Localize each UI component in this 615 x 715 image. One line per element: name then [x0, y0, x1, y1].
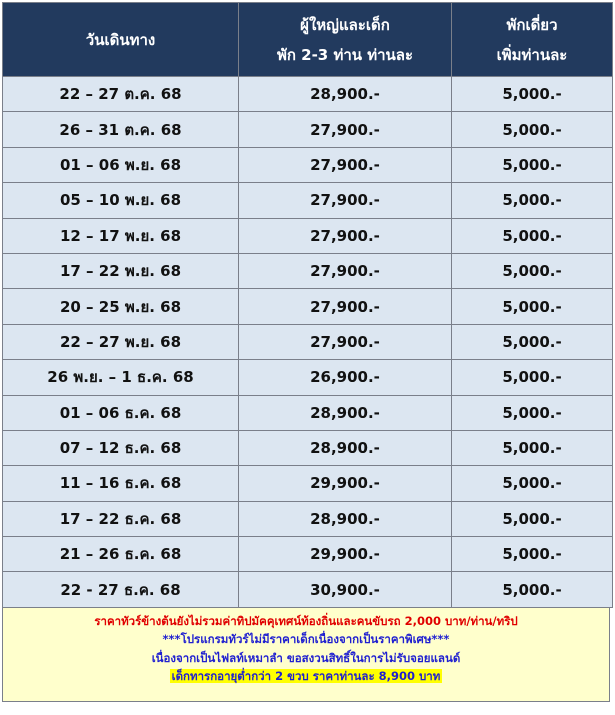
travel-date-cell: 01 – 06 พ.ย. 68 [3, 147, 239, 182]
single-supplement-cell: 5,000.- [452, 395, 613, 430]
adult-child-price-cell: 27,900.- [239, 289, 452, 324]
table-row [3, 537, 613, 572]
single-supplement-cell: 5,000.- [452, 147, 613, 182]
adult-child-price-cell: 28,900.- [239, 77, 452, 112]
adult-child-price-cell: 26,900.- [239, 360, 452, 395]
single-supplement-cell: 5,000.- [452, 430, 613, 465]
adult-child-price-cell: 27,900.- [239, 253, 452, 288]
single-supplement-cell: 5,000.- [452, 289, 613, 324]
single-supplement-cell: 5,000.- [452, 218, 613, 253]
adult-child-price-cell: 28,900.- [239, 501, 452, 536]
single-supplement-cell: 5,000.- [452, 324, 613, 359]
price-table-container [2, 2, 612, 702]
travel-date-cell: 21 – 26 ธ.ค. 68 [3, 537, 239, 572]
adult-child-price-cell: 29,900.- [239, 537, 452, 572]
single-supplement-cell: 5,000.- [452, 572, 613, 607]
single-supplement-cell: 5,000.- [452, 466, 613, 501]
table-row [3, 430, 613, 465]
adult-child-price-cell: 27,900.- [239, 324, 452, 359]
adult-child-price-cell: 27,900.- [239, 112, 452, 147]
travel-date-cell: 17 – 22 พ.ย. 68 [3, 253, 239, 288]
header-travel-date-label: วันเดินทาง [85, 30, 156, 49]
note-no-child-price: ***โปรแกรมทัวร์ไม่มีราคาเด็กเนื่องจากเป็นราคาพิเศษ*** [162, 632, 450, 647]
header-single-line2: เพิ่มท่านละ [496, 45, 568, 64]
travel-date-cell: 11 – 16 ธ.ค. 68 [3, 466, 239, 501]
single-supplement-cell: 5,000.- [452, 253, 613, 288]
table-row [3, 466, 613, 501]
table-header-row [3, 3, 613, 77]
note-tip-excluded: ราคาทัวร์ข้างต้นยังไม่รวมค่าทิปมัคคุเทศน์ท้องถิ่นและคนขับรถ 2,000 บาท/ท่าน/ทริป [94, 613, 518, 628]
header-single-line1: พักเดี่ยว [506, 15, 558, 34]
header-travel-date [3, 3, 239, 77]
table-row [3, 360, 613, 395]
table-row [3, 395, 613, 430]
adult-child-price-cell: 28,900.- [239, 395, 452, 430]
header-adult-child-line2: พัก 2-3 ท่าน ท่านละ [276, 45, 414, 64]
adult-child-price-cell: 27,900.- [239, 183, 452, 218]
header-adult-child-line1: ผู้ใหญ่และเด็ก [300, 15, 390, 34]
table-row [3, 218, 613, 253]
table-row [3, 147, 613, 182]
table-row [3, 253, 613, 288]
travel-date-cell: 20 – 25 พ.ย. 68 [3, 289, 239, 324]
single-supplement-cell: 5,000.- [452, 501, 613, 536]
header-adult-child-price [239, 3, 452, 77]
table-row [3, 324, 613, 359]
single-supplement-cell: 5,000.- [452, 537, 613, 572]
table-row [3, 501, 613, 536]
travel-date-cell: 22 – 27 พ.ย. 68 [3, 324, 239, 359]
travel-date-cell: 12 – 17 พ.ย. 68 [3, 218, 239, 253]
price-table [2, 2, 613, 608]
travel-date-cell: 01 – 06 ธ.ค. 68 [3, 395, 239, 430]
travel-date-cell: 22 – 27 ต.ค. 68 [3, 77, 239, 112]
single-supplement-cell: 5,000.- [452, 183, 613, 218]
notes-box [2, 608, 610, 702]
note-infant-price: เด็กทารกอายุต่ำกว่า 2 ขวบ ราคาท่านละ 8,900 บาท [171, 669, 441, 684]
table-row [3, 572, 613, 607]
adult-child-price-cell: 29,900.- [239, 466, 452, 501]
travel-date-cell: 05 – 10 พ.ย. 68 [3, 183, 239, 218]
single-supplement-cell: 5,000.- [452, 360, 613, 395]
adult-child-price-cell: 30,900.- [239, 572, 452, 607]
travel-date-cell: 07 – 12 ธ.ค. 68 [3, 430, 239, 465]
table-row [3, 289, 613, 324]
travel-date-cell: 26 – 31 ต.ค. 68 [3, 112, 239, 147]
adult-child-price-cell: 28,900.- [239, 430, 452, 465]
note-charter-flight: เนื่องจากเป็นไฟลท์เหมาลำ ขอสงวนสิทธิ์ในการไม่รับจอยแลนด์ [151, 650, 461, 665]
single-supplement-cell: 5,000.- [452, 112, 613, 147]
travel-date-cell: 17 – 22 ธ.ค. 68 [3, 501, 239, 536]
travel-date-cell: 26 พ.ย. – 1 ธ.ค. 68 [3, 360, 239, 395]
table-row [3, 112, 613, 147]
header-single-supplement [452, 3, 613, 77]
single-supplement-cell: 5,000.- [452, 77, 613, 112]
table-row [3, 183, 613, 218]
adult-child-price-cell: 27,900.- [239, 147, 452, 182]
travel-date-cell: 22 - 27 ธ.ค. 68 [3, 572, 239, 607]
adult-child-price-cell: 27,900.- [239, 218, 452, 253]
table-row [3, 77, 613, 112]
